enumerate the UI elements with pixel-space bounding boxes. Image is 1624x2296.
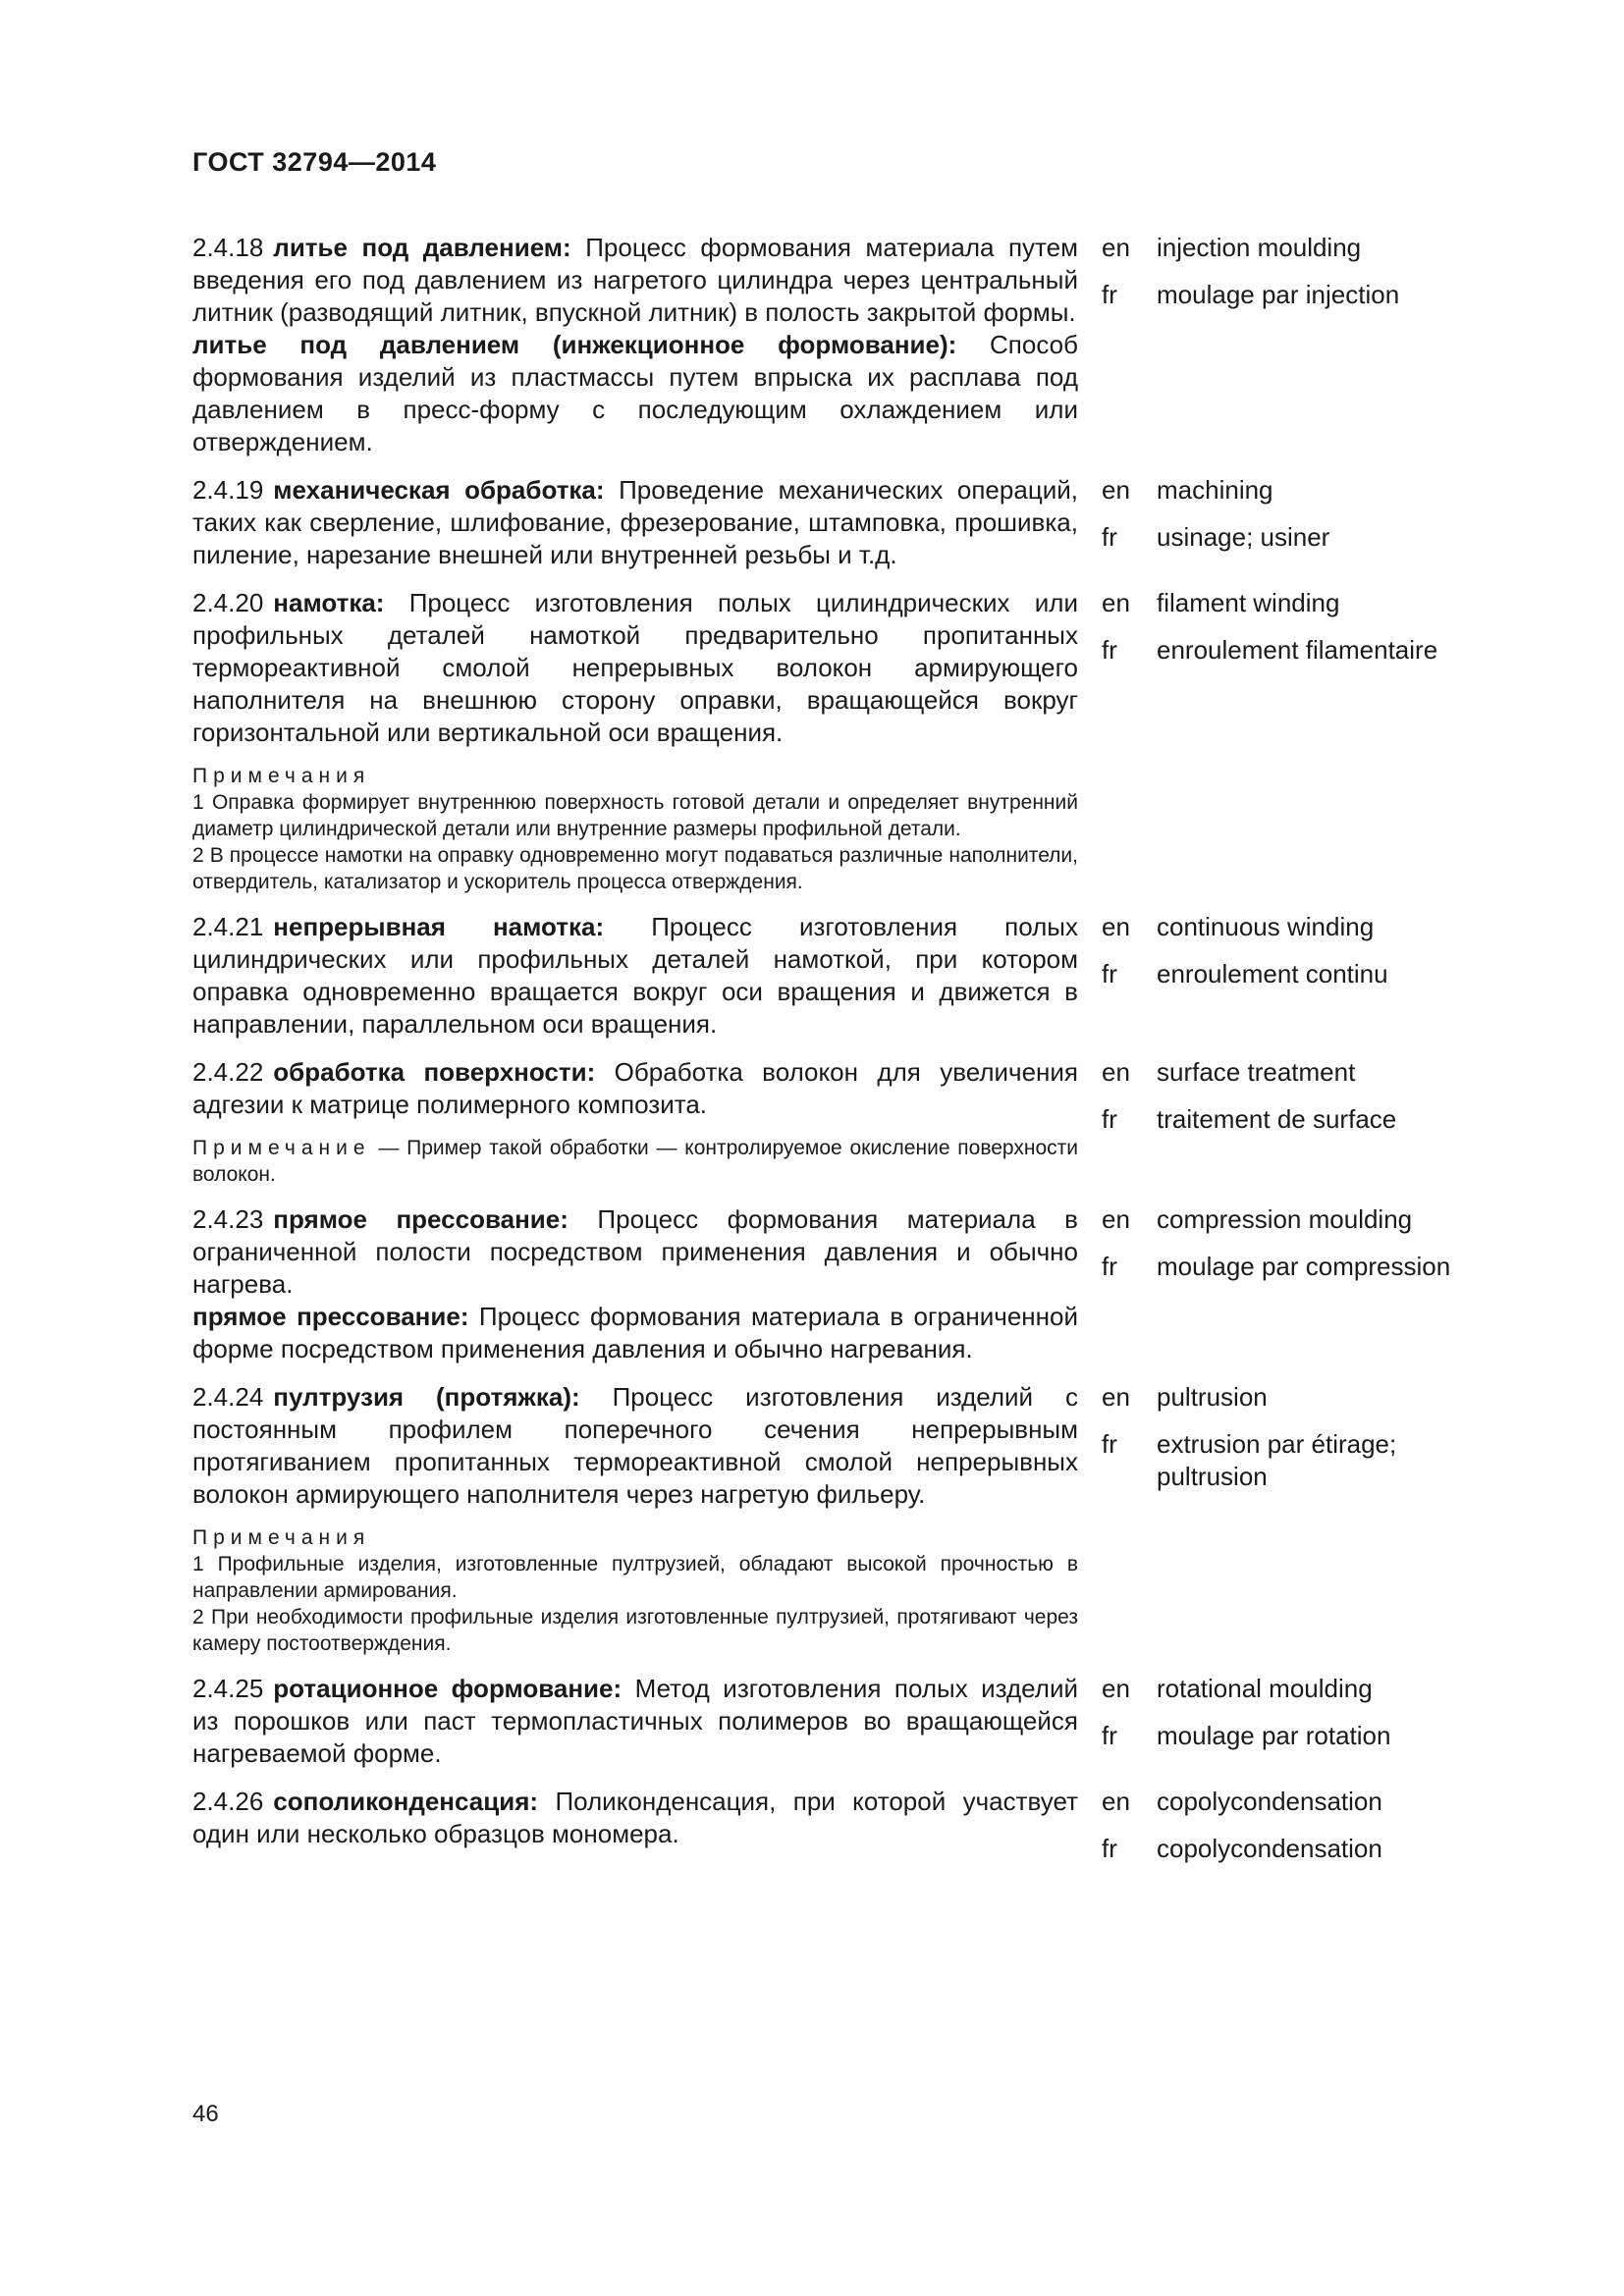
definition-text: Процесс формования материала в ограниченной полости посредством применения давления и обычно нагрева. <box>192 1204 1078 1299</box>
term-name: сополиконденсация: <box>273 1787 539 1816</box>
language-equivalents <box>1102 1673 1490 1767</box>
term-name: намотка: <box>273 588 385 617</box>
lang-code-fr: fr <box>1102 1104 1117 1134</box>
alt-term-name: литье под давлением (инжекционное формование): <box>192 330 957 359</box>
lang-code-en: en <box>1102 1057 1130 1087</box>
term-entry <box>192 232 1498 458</box>
lang-code-en: en <box>1102 588 1130 617</box>
term-name: механическая обработка: <box>273 475 605 505</box>
term-definition <box>192 1203 1078 1365</box>
definition-text: Метод изготовления полых изделий из порошков или паст термопластичных полимеров во вращающейся нагреваемой форме. <box>192 1674 1078 1768</box>
lang-code-en: en <box>1102 475 1130 505</box>
french-equivalent: moulage par rotation <box>1157 1721 1391 1750</box>
notes-block <box>192 763 1078 895</box>
term-definition <box>192 911 1078 1041</box>
lang-code-fr: fr <box>1102 1834 1117 1863</box>
definition-text: Обработка волокон для увеличения адгезии к матрице полимерного композита. <box>192 1057 1078 1119</box>
term-name: пултрузия (протяжка): <box>273 1382 580 1412</box>
term-entry <box>192 1381 1498 1657</box>
note-item: 2 При необходимости профильные изделия изготовленные пултрузией, протягивают через камеру постоотверждения. <box>192 1606 1078 1655</box>
term-entry <box>192 474 1498 571</box>
french-equivalent: enroulement filamentaire <box>1157 635 1438 665</box>
term-entry <box>192 587 1498 895</box>
term-definition <box>192 587 1078 895</box>
note-item: 2 В процессе намотки на оправку одновременно могут подаваться различные наполнители, отвердитель, катализатор и ускоритель процесса отверждения. <box>192 844 1078 893</box>
notes-heading: Примечания <box>192 765 371 787</box>
language-equivalents <box>1102 1056 1490 1150</box>
lang-code-fr: fr <box>1102 1252 1117 1281</box>
term-entry <box>192 1203 1498 1365</box>
lang-code-fr: fr <box>1102 1429 1117 1459</box>
french-equivalent: traitement de surface <box>1157 1104 1397 1134</box>
term-number: 2.4.22 <box>192 1057 264 1087</box>
term-definition <box>192 1786 1078 1850</box>
term-definition <box>192 232 1078 458</box>
term-name: ротационное формование: <box>273 1674 623 1703</box>
english-equivalent: rotational moulding <box>1157 1674 1373 1703</box>
definition-text: Процесс формования материала путем введения его под давлением из нагретого цилиндра через центральный литник (разводящий литник, впускной литник) в полость закрытой формы. <box>192 233 1078 327</box>
page-number: 46 <box>192 2101 219 2127</box>
term-definition <box>192 1381 1078 1657</box>
french-equivalent: copolycondensation <box>1157 1834 1382 1863</box>
french-equivalent: enroulement continu <box>1157 959 1388 988</box>
term-number: 2.4.19 <box>192 475 264 505</box>
note-heading: Примечание <box>192 1137 371 1159</box>
lang-code-en: en <box>1102 912 1130 941</box>
document-header: ГОСТ 32794—2014 <box>192 147 437 177</box>
lang-code-fr: fr <box>1102 1721 1117 1750</box>
language-equivalents <box>1102 474 1490 568</box>
alt-definition-text: Процесс формования материала в ограниченной форме посредством применения давления и обычно нагревания. <box>192 1302 1079 1363</box>
term-entry <box>192 1673 1498 1770</box>
notes-heading: Примечания <box>192 1526 371 1549</box>
english-equivalent: pultrusion <box>1157 1382 1268 1412</box>
definition-text: Процесс изготовления полых цилиндрических или профильных деталей намоткой, при котором оправка одновременно вращается вокруг оси вращения и движется в направлении, параллельном оси вращения. <box>192 912 1078 1039</box>
french-equivalent: moulage par compression <box>1157 1252 1451 1281</box>
lang-code-fr: fr <box>1102 959 1117 988</box>
language-equivalents <box>1102 1381 1490 1508</box>
language-equivalents <box>1102 587 1490 681</box>
term-number: 2.4.25 <box>192 1674 264 1703</box>
definition-text: Поликонденсация, при которой участвует один или несколько образцов мономера. <box>192 1787 1078 1848</box>
lang-code-fr: fr <box>1102 280 1117 309</box>
french-equivalent: moulage par injection <box>1157 280 1400 309</box>
term-number: 2.4.20 <box>192 588 264 617</box>
language-equivalents <box>1102 911 1490 1005</box>
lang-code-en: en <box>1102 1787 1130 1816</box>
definition-text: Проведение механических операций, таких как сверление, шлифование, фрезерование, штамповка, прошивка, пиление, нарезание внешней или внутренней резьбы и т.д. <box>192 475 1078 569</box>
lang-code-fr: fr <box>1102 635 1117 665</box>
term-entries <box>192 232 1498 1896</box>
english-equivalent: injection moulding <box>1157 233 1362 262</box>
lang-code-en: en <box>1102 1204 1130 1234</box>
term-name: обработка поверхности: <box>273 1057 596 1087</box>
language-equivalents <box>1102 232 1490 326</box>
lang-code-fr: fr <box>1102 522 1117 552</box>
notes-block <box>192 1524 1078 1657</box>
term-name: литье под давлением: <box>273 233 571 262</box>
term-number: 2.4.21 <box>192 912 264 941</box>
language-equivalents <box>1102 1786 1490 1880</box>
term-name: непрерывная намотка: <box>273 912 605 941</box>
term-definition <box>192 1056 1078 1188</box>
lang-code-en: en <box>1102 1674 1130 1703</box>
definition-text: Процесс изготовления полых цилиндрических или профильных деталей намоткой предварительно пропитанных термореактивной смолой непрерывных волокон армирующего наполнителя на внешнюю сторону оправки, вращающейся вокруг горизонтальной или вертикальной оси вращения. <box>192 588 1078 747</box>
lang-code-en: en <box>1102 233 1130 262</box>
english-equivalent: filament winding <box>1157 588 1340 617</box>
english-equivalent: continuous winding <box>1157 912 1375 941</box>
term-number: 2.4.24 <box>192 1382 264 1412</box>
english-equivalent: surface treatment <box>1157 1057 1356 1087</box>
term-name: прямое прессование: <box>273 1204 568 1234</box>
definition-text: Процесс изготовления изделий с постоянным профилем поперечного сечения непрерывным протягиванием пропитанных термореактивной смолой непрерывных волокон армирующего наполнителя через нагретую фильеру. <box>192 1382 1079 1509</box>
note-block <box>192 1135 1078 1188</box>
alt-term-name: прямое прессование: <box>192 1302 469 1331</box>
term-definition <box>192 474 1078 571</box>
english-equivalent: compression moulding <box>1157 1204 1413 1234</box>
note-item: 1 Профильные изделия, изготовленные пултрузией, обладают высокой прочностью в направлении армирования. <box>192 1553 1078 1602</box>
language-equivalents <box>1102 1203 1490 1298</box>
term-entry <box>192 1786 1498 1880</box>
note-text: — Пример такой обработки — контролируемое окисление поверхности волокон. <box>192 1137 1078 1186</box>
term-definition <box>192 1673 1078 1770</box>
lang-code-en: en <box>1102 1382 1130 1412</box>
term-entry <box>192 911 1498 1041</box>
english-equivalent: copolycondensation <box>1157 1787 1382 1816</box>
term-entry <box>192 1056 1498 1188</box>
term-number: 2.4.26 <box>192 1787 264 1816</box>
note-item: 1 Оправка формирует внутреннюю поверхность готовой детали и определяет внутренний диаметр цилиндрической детали или внутренние размеры профильной детали. <box>192 791 1078 840</box>
french-equivalent: usinage; usiner <box>1157 522 1330 552</box>
french-equivalent: extrusion par étirage; pultrusion <box>1157 1429 1397 1491</box>
term-number: 2.4.18 <box>192 233 264 262</box>
term-number: 2.4.23 <box>192 1204 264 1234</box>
english-equivalent: machining <box>1157 475 1273 505</box>
alt-definition-text: Способ формования изделий из пластмассы путем впрыска их расплава под давлением в пресс-форму с последующим охлаждением или отверждением. <box>192 330 1078 456</box>
